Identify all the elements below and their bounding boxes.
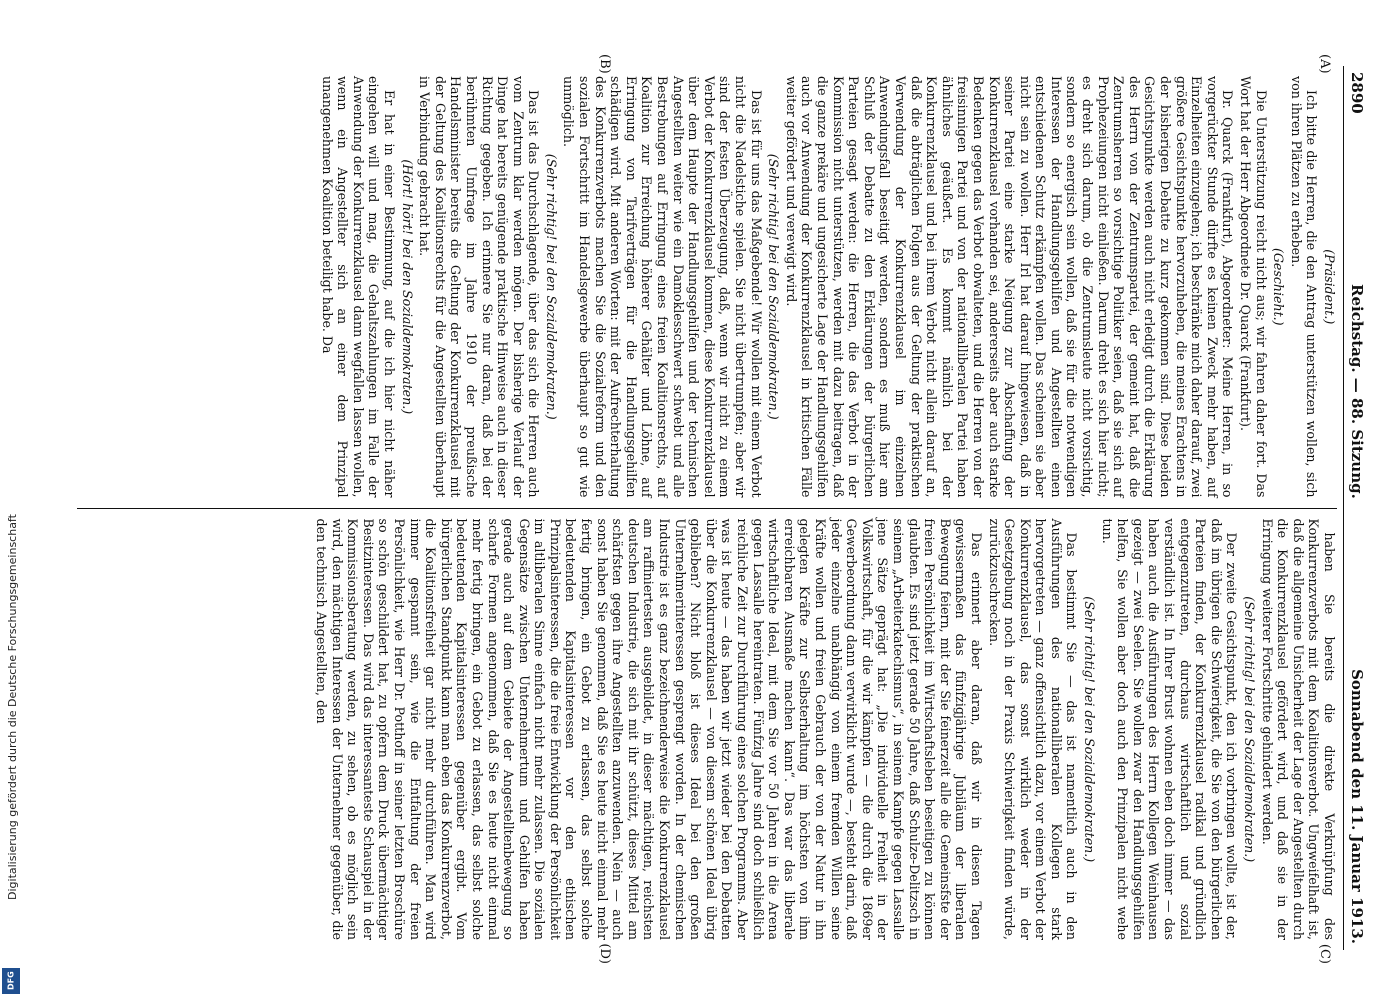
margin-mark-a: (A) <box>1317 54 1332 74</box>
paragraph: Er hat in einer Bestimmung, auf die ich hier nicht näher eingehen will und mag, die Gehaltszahlungen im Falle der Anwendung der Konkurrenzklausel dann wegfallen lassen wollen, wenn ein Angestellter sich an einer dem Prinzipal unangenehmen Koalition beteiligt habe. Da <box>319 76 397 498</box>
interjection: (Sehr richtig! bei den Sozialdemokraten.) <box>766 153 782 420</box>
margin-mark-c: (C) <box>1317 943 1332 964</box>
interjection: (Sehr richtig! bei den Sozialdemokraten.) <box>1082 596 1098 863</box>
paragraph: Das ist das Durchschlagende, über das sich die Herren auch vom Zentrum klar werden mögen. Der bisherige Verlauf der Dinge hat bereits genügende praktische Hinweise auch in dieser Richtung gegeben. Ich erinnere Sie nur daran, daß bei der berühmten Umfrage im Jahre 1910 der preußische Handelsminister bereits die Geltung der Konkurrenzklausel mit der Geltung des Koalitionsrechts für die Angestellten überhaupt in Verbindung gebracht hat. <box>417 76 542 498</box>
running-head <box>1343 66 1372 950</box>
margin-mark-b: (B) <box>597 54 612 74</box>
page-content <box>62 54 1372 964</box>
right-column <box>77 508 1337 951</box>
paragraph: Der zweite Gesichtspunkt, den ich vorbringen wollte, ist der, daß im übrigen die Schwierigkeit, die Sie von den bürgerlichen Parteien finden, der Konkurrenzklausel radikal und gründlich entgegenzutreten, durchaus wirtschaftlich und sozial verständlich ist. In Ihrer Brust wohnen eben doch immer — das haben auch die Ausführungen des Herrn Kollegen Weinhausen gezeigt — zwei Seelen. Sie wollen zwar den Handlungsgehilfen helfen, Sie wollen aber doch auch den Prinzipalen nicht wehe tun. <box>1099 518 1240 940</box>
interjection: (Hört! hört! bei den Sozialdemokraten.) <box>399 159 415 415</box>
interjection: (Geschieht.) <box>1271 247 1287 326</box>
interjection: (Sehr richtig! bei den Sozialdemokraten.) <box>543 153 559 420</box>
page-number: 2890 <box>1348 72 1366 114</box>
side-strip <box>0 0 24 1000</box>
paragraph: Dr. Quarck (Frankfurt), Abgeordneter: Meine Herren, in so vorgerückter Stunde dürfte es keinen Zweck mehr haben, auf Einzelheiten einzugehen; ich beschränke mich daher darauf, zwei größere Gesichtspunkte hervorzuheben, die meines Erachtens in der bisherigen Debatte zu kurz gekommen sind. Diese beiden Gesichtspunkte werden auch nicht erledigt durch die Erklärung des Herrn von der Zentrumspartei, der gemeint hat, daß die Zentrumsherren so vorsichtige Politiker seien, daß sie sich auf Prophezeiungen nicht einließen. Darum dreht es sich hier nicht; es dreht sich darum, ob die Zentrumsleute nicht vorsichtig, sondern so energisch sein wollen, daß sie für die notwendigen Interessen der Handlungsgehilfen und Angestellten einen entschiedenen Schutz erkämpfen wollen. Das scheinen sie aber nicht sein zu wollen. Herr Irl hat darauf hingewiesen, daß in seiner Partei eine starke Neigung zur Abschaffung der Konkurrenzklausel vorhanden sei, andererseits aber auch starke Bedenken gegen das Verbot obwalteten, und die Herren von der freisinnigen Partei und von der nationalliberalen Partei haben ähnliches geäußert. Es kommt nämlich bei der Konkurrenzklausel und bei ihrem Verbot nicht allein darauf an, daß die abträglichen Folgen aus der Geltung der praktischen Verwendung der Konkurrenzklausel im einzelnen Anwendungsfall beseitigt werden, sondern es muß hier am Schluß der Debatte zu den Erklärungen der bürgerlichen Parteien gesagt werden: die Herren, die das Verbot in der Kommission nicht unterstützen, werden mit dazu beitragen, daß die ganze prekäre und ungesicherte Lage der Handlungsgehilfen auch vor Anwendung der Konkurrenzklausel in kritischen Fälle weiter gefördert und verewigt wird. <box>783 76 1236 498</box>
left-column <box>77 66 1337 508</box>
interjection: (Sehr richtig! bei den Sozialdemokraten.) <box>1242 596 1258 863</box>
paragraph: Das erinnert aber daran, daß wir in diesen Tagen gewissermaßen das fünfzigjährige Jubiläum der liberalen Bewegung feiern, mit der Sie feinerzeit alle die Gemeinsfste der freien Persönlichkeit im Wirtschaftsleben beseitigen zu können glaubten. Es sind jetzt gerade 50 Jahre, daß Schulze-Delitzsch in seinem „Arbeiterkatechismus“, in seinem Kampfe gegen Lassalle jene Sätze geprägt hat: „Die individuelle Freiheit in der Volkswirtschaft, für die wir kämpfen — die durch die 1869er Gewerbeordnung dann verwirklicht wurde —, besteht darin, daß jeder einzelne unabhängig von einem fremden Willen seine Kräfte wollen und freien Gebrauch der von der Natur in ihn gelegten Kräfte zur Selbsterhaltung im höchsten von ihm erreichbaren Ausmaße machen kann“. Das war das liberale wirtschaftliche Ideal, mit dem Sie vor 50 Jahren in die Arena gegen Lassalle hereintraten. Fünfzig Jahre sind doch schließlich reichliche Zeit zur Durchführung eines solchen Programms. Aber was ist heute — das haben wir jetzt wieder bei den Debatten über die Konkurrenzklausel — von diesem schönen Ideal übrig geblieben? Nicht bloß ist dieses Ideal bei den großen Unternehmerinteressen gesprengt worden. In der chemischen Industrie ist es ganz bezeichnenderweise die Konkurrenzklausel am raffiniertesten ausgebildet, in dieser mächtigen, reichsten deutschen Industrie, die sich mit ihr schützt, dieses Mittel am schärfsten gegen ihre Angestellten anzuwenden. Nein — auch sonst haben Sie genommen, daß Sie es heute nicht einmal mehr fertig bringen, ein Gebot zu erlassen, das selbst solche bedeutenden Kapitalsinteressen vor den ethischen Prinzipalsinteressen, die die freie Entwicklung der Persönlichkeit im altliberalen Sinne einfach nicht mehr zulassen. Die sozialen Gegensätze zwischen Unternehmertum und Gehilfen haben gerade auch auf dem Gebiete der Angestelltenbewegung so scharfe Formen angenommen, daß Sie es heute nicht einmal mehr fertig bringen, ein Gebot zu erlassen, das selbst solche bedeutenden Kapitalsinteressen gegenüber ergibt. Vom bürgerlichen Standpunkt kann man eben das Konkurrenzverbot, die Koalitionsfreiheit gar nicht mehr durchführen. Man wird immer gespannt sein, wie die Entfaltung der freien Persönlichkeit, wie Herr Dr. Potthoff in seiner letzten Broschüre so schön geschildert hat, zu opfern dem Druck übermächtiger Besitzinteressen. Das wird das interessanteste Schauspiel in der Kommissionsberatung werden, zu sehen, ob es möglich sein wird, den mächtigen Interessen der Unternehmer gegenüber, die den technisch Angestellten, den <box>314 518 984 940</box>
dfg-logo: DFG <box>2 968 20 994</box>
paragraph: Das bestimmt Sie — das ist namentlich auch in den Ausführungen des nationalliberalen Kollegen stark hervorgetreten — ganz offensichtlich dazu, vor einem Verbot der Konkurrenzklausel, das sonst wirklich weder in der Gesetzgebung noch in der Praxis Schwierigkeit finden würde, zurückzuschrecken. <box>986 518 1080 940</box>
paragraph: Ich bitte die Herren, die den Antrag unterstützen wollen, sich von ihren Plätzen zu erheben. <box>1288 76 1320 498</box>
margin-mark-d: (D) <box>597 943 612 964</box>
text-columns <box>77 66 1337 950</box>
paragraph: haben Sie bereits die direkte Verknüpfung des Konkurrenzverbots mit dem Koalitionsverbot. Ungweifelhaft ist, daß die allgemeine Unsicherheit der Lage der Angestellten durch die Konkurrenzklausel gefördert wird, und daß sie in der Erringung weiterer Fortschritte gehindert werden. <box>1259 518 1337 940</box>
running-head-date: Sonnabend den 11. Januar 1913. <box>1348 669 1366 944</box>
interjection: (Präsident.) <box>1322 249 1337 325</box>
paragraph: Das ist für uns das Maßgebende! Wir wollen mit einem Verbot nicht die Nadelstiche spielen. Sie nicht übertrumpfen; aber wir sind der festen Überzeugung, daß, wenn wir nicht zu einem Verbot der Konkurrenzklausel kommen, diese Konkurrenzklausel über dem Haupte der Handlungsgehilfen und der technischen Angestellten weiter wie ein Damoklesschwert schwebt und alle Bestrebungen auf Erringung eines freien Koalitionsrechts, auf Koalition zur Erreichung höherer Gehälter und Löhne, auf Erringung von Tarifverträgen für die Handlungsgehilfen schädigen wird. Mit anderen Worten: mit der Aufrechterhaltung des Konkurrenzverbots machen Sie die Sozialreform und den sozialen Fortschritt im Handelsgewerbe überhaupt so gut wie unmöglich. <box>561 76 764 498</box>
running-head-center: Reichstag. — 88. Sitzung. <box>1348 284 1366 499</box>
paragraph: Die Unterstützung reicht nicht aus; wir fahren daher fort. Das Wort hat der Herr Abgeordnete Dr. Quarck (Frankfurt). <box>1238 76 1269 498</box>
funding-note: Digitalisierung gefördert durch die Deutsche Forschungsgemeinschaft <box>6 514 19 900</box>
scanned-page <box>62 54 1372 964</box>
